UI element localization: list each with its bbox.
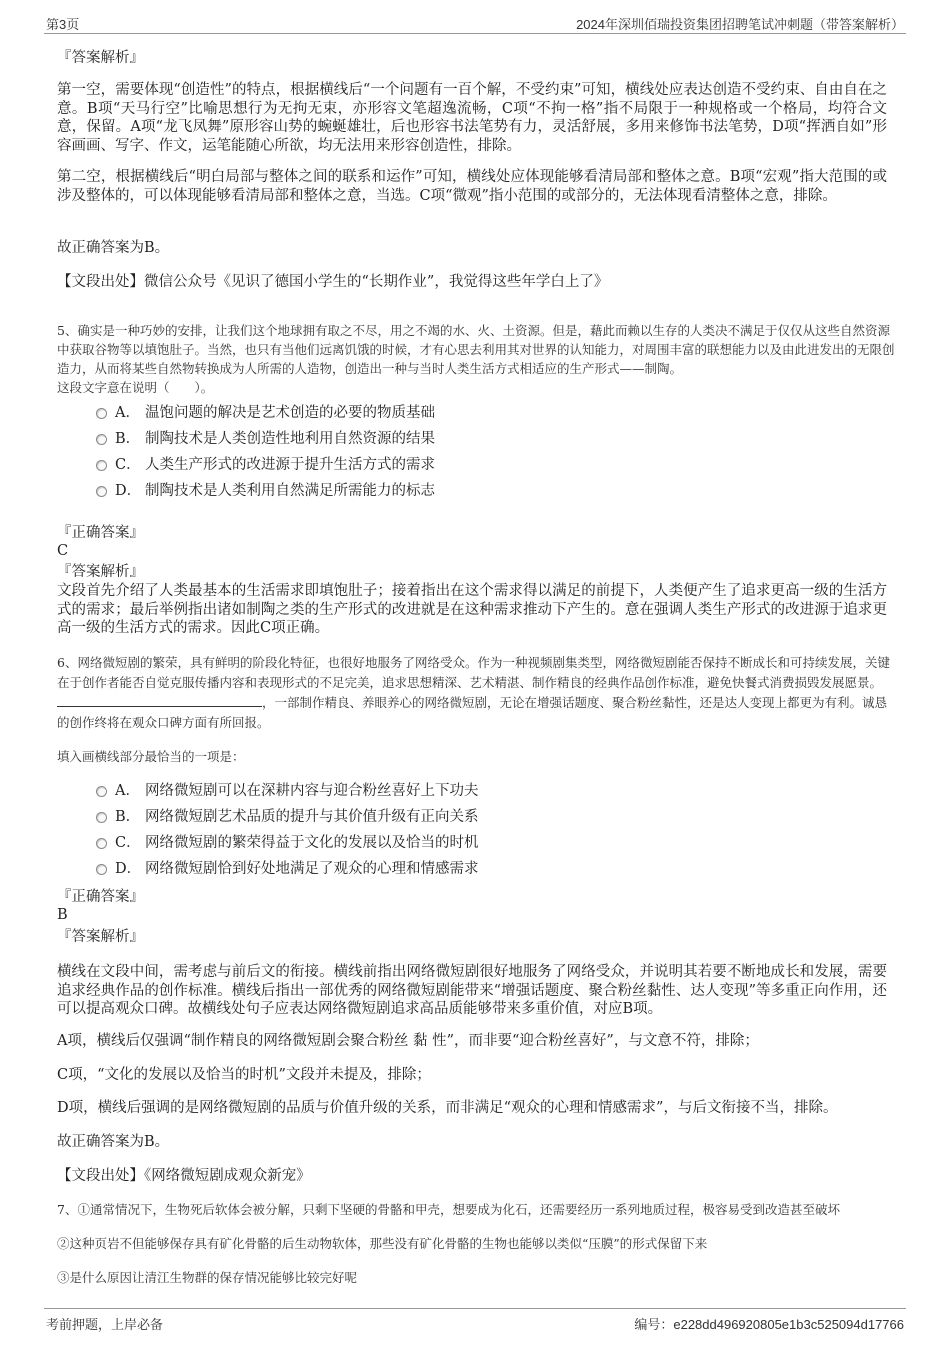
q7-sentence-3: ③是什么原因让清江生物群的保存情况能够比较完好呢 bbox=[57, 1270, 358, 1285]
q4-analysis-label: 『答案解析』 bbox=[57, 50, 144, 66]
q7-sentence-2: ②这种页岩不但能够保存具有矿化骨骼的后生动物软体，那些没有矿化骨骼的生物也能够以类似“压膜”的形式保留下来 bbox=[57, 1236, 708, 1251]
q5-stem bbox=[57, 321, 897, 397]
q6-source: 【文段出处】《网络微短剧成观众新宠》 bbox=[57, 1168, 311, 1184]
q4-analysis-para1: 第一空，需要体现“创造性”的特点，根据横线后“一个问题有一百个解，不受约束”可知，横线处应表达创造不受约束、自由自在之意。B项“天马行空”比喻思想行为无拘无束，亦形容文笔超逸流畅，C项“不拘一格”指不局限于一种规格或一个格局，均符合文意，保留。A项“龙飞凤舞”原形容山势的蜿蜒雄壮，后也形容书法笔势有力，灵活舒展，多用来修饰书法笔势，D项“挥洒自如”形容画画、写字、作文，运笔能随心所欲，均无法用来形容创造性，排除。 bbox=[57, 82, 887, 154]
q5-prompt: 这段文字意在说明（ ）。 bbox=[57, 380, 214, 395]
q5-option-c[interactable]: C． 人类生产形式的改进源于提升生活方式的需求 bbox=[96, 456, 435, 474]
q5-stem-text: 5、确实是一种巧妙的安排，让我们这个地球拥有取之不尽，用之不竭的水、火、土资源。但是，藉此而赖以生存的人类决不满足于仅仅从这些自然资源中获取谷物等以填饱肚子。当然，也只有当他们远离饥饿的时候，才有心思去利用其对世界的认知能力，对周围丰富的联想能力以及由此进发出的无限创造力，从而将某些自然物转换成为人所需的人造物，创造出一种与当时人类生活方式相适应的生产形式——制陶。 bbox=[57, 323, 895, 376]
q6-note-a: A项，横线后仅强调“制作精良的网络微短剧会聚合粉丝 黏 性”，而非要“迎合粉丝喜好”，与文意不符，排除； bbox=[57, 1033, 759, 1049]
radio-icon[interactable] bbox=[96, 864, 107, 875]
q6-option-c[interactable]: C． 网络微短剧的繁荣得益于文化的发展以及恰当的时机 bbox=[96, 834, 479, 852]
radio-icon[interactable] bbox=[96, 434, 107, 445]
radio-icon[interactable] bbox=[96, 486, 107, 497]
q7-sentence-1: 7、①通常情况下，生物死后软体会被分解，只剩下坚硬的骨骼和甲壳，想要成为化石，还需要经历一系列地质过程，极容易受到改造甚至破坏 bbox=[57, 1202, 840, 1217]
q6-prompt: 填入画横线部分最恰当的一项是： bbox=[57, 749, 245, 764]
document-title: 2024年深圳佰瑞投资集团招聘笔试冲刺题（带答案解析） bbox=[576, 17, 904, 32]
q5-answer-label: 『正确答案』 bbox=[57, 525, 144, 541]
q6-note-c: C项，“文化的发展以及恰当的时机”文段并未提及，排除； bbox=[57, 1067, 431, 1083]
header-divider bbox=[44, 33, 906, 34]
footer-code: 编号：e228dd496920805e1b3c525094d17766 bbox=[634, 1317, 904, 1332]
radio-icon[interactable] bbox=[96, 786, 107, 797]
footer-slogan: 考前押题，上岸必备 bbox=[46, 1317, 164, 1332]
footer-divider bbox=[44, 1308, 906, 1309]
q6-option-b[interactable]: B． 网络微短剧艺术品质的提升与其价值升级有正向关系 bbox=[96, 808, 479, 826]
q6-conclusion: 故正确答案为B。 bbox=[57, 1134, 170, 1150]
q6-analysis-label: 『答案解析』 bbox=[57, 929, 144, 945]
q6-answer: B bbox=[57, 907, 68, 923]
q6-answer-label: 『正确答案』 bbox=[57, 889, 144, 905]
page-number: 第3页 bbox=[46, 17, 80, 32]
q5-answer: C bbox=[57, 543, 69, 559]
radio-icon[interactable] bbox=[96, 460, 107, 471]
q5-option-d[interactable]: D． 制陶技术是人类利用自然满足所需能力的标志 bbox=[96, 482, 435, 500]
q5-analysis: 文段首先介绍了人类最基本的生活需求即填饱肚子；接着指出在这个需求得以满足的前提下，人类便产生了追求更高一级的生活方式的需求；最后举例指出诸如制陶之类的生产形式的改进就是在这种需求推动下产生的。意在强调人类生产形式的改进源于追求更高一级的生活方式的需求。因此C项正确。 bbox=[57, 583, 887, 636]
q4-conclusion: 故正确答案为B。 bbox=[57, 240, 170, 256]
q4-analysis-para2: 第二空，根据横线后“明白局部与整体之间的联系和运作”可知，横线处应体现能够看清局部和整体之意。B项“宏观”指大范围的或涉及整体的，可以体现能够看清局部和整体之意，当选。C项“微观”指小范围的或部分的，无法体现看清整体之意，排除。 bbox=[57, 169, 887, 204]
radio-icon[interactable] bbox=[96, 838, 107, 849]
radio-icon[interactable] bbox=[96, 408, 107, 419]
q5-option-b[interactable]: B． 制陶技术是人类创造性地利用自然资源的结果 bbox=[96, 430, 435, 448]
q6-option-a[interactable]: A． 网络微短剧可以在深耕内容与迎合粉丝喜好上下功夫 bbox=[96, 782, 479, 800]
q5-option-a[interactable]: A． 温饱问题的解决是艺术创造的必要的物质基础 bbox=[96, 404, 435, 422]
q6-analysis: 横线在文段中间，需考虑与前后文的衔接。横线前指出网络微短剧很好地服务了网络受众，并说明其若要不断地成长和发展，需要追求经典作品的创作标准。横线后指出一部优秀的网络微短剧能带来“增强话题度、聚合粉丝黏性、达人变现”等多重正向作用，还可以提高观众口碑。故横线处句子应表达网络微短剧追求高品质能够带来多重价值，对应B项。 bbox=[57, 964, 887, 1017]
q4-source: 【文段出处】微信公众号《见识了德国小学生的“长期作业”，我觉得这些年学白上了》 bbox=[57, 274, 609, 290]
q5-analysis-label: 『答案解析』 bbox=[57, 564, 144, 580]
fill-blank bbox=[57, 695, 262, 707]
q6-note-d: D项，横线后强调的是网络微短剧的品质与价值升级的关系，而非满足“观众的心理和情感需求”，与后文衔接不当，排除。 bbox=[57, 1100, 838, 1116]
q6-stem: 6、网络微短剧的繁荣，具有鲜明的阶段化特征，也很好地服务了网络受众。作为一种视频剧集类型，网络微短剧能否保持不断成长和可持续发展，关键在于创作者能否自觉克服传播内容和表现形式的不足完美，追求思想精深、艺术精湛、制作精良的经典作品创作标准，避免快餐式消费损毁发展愿景。，一部制作精良、养眼养心的网络微短剧，无论在增强话题度、聚合粉丝黏性，还是达人变现上都更为有利。诚恳的创作终将在观众口碑方面有所回报。 bbox=[57, 655, 890, 730]
radio-icon[interactable] bbox=[96, 812, 107, 823]
q6-option-d[interactable]: D． 网络微短剧恰到好处地满足了观众的心理和情感需求 bbox=[96, 860, 479, 878]
